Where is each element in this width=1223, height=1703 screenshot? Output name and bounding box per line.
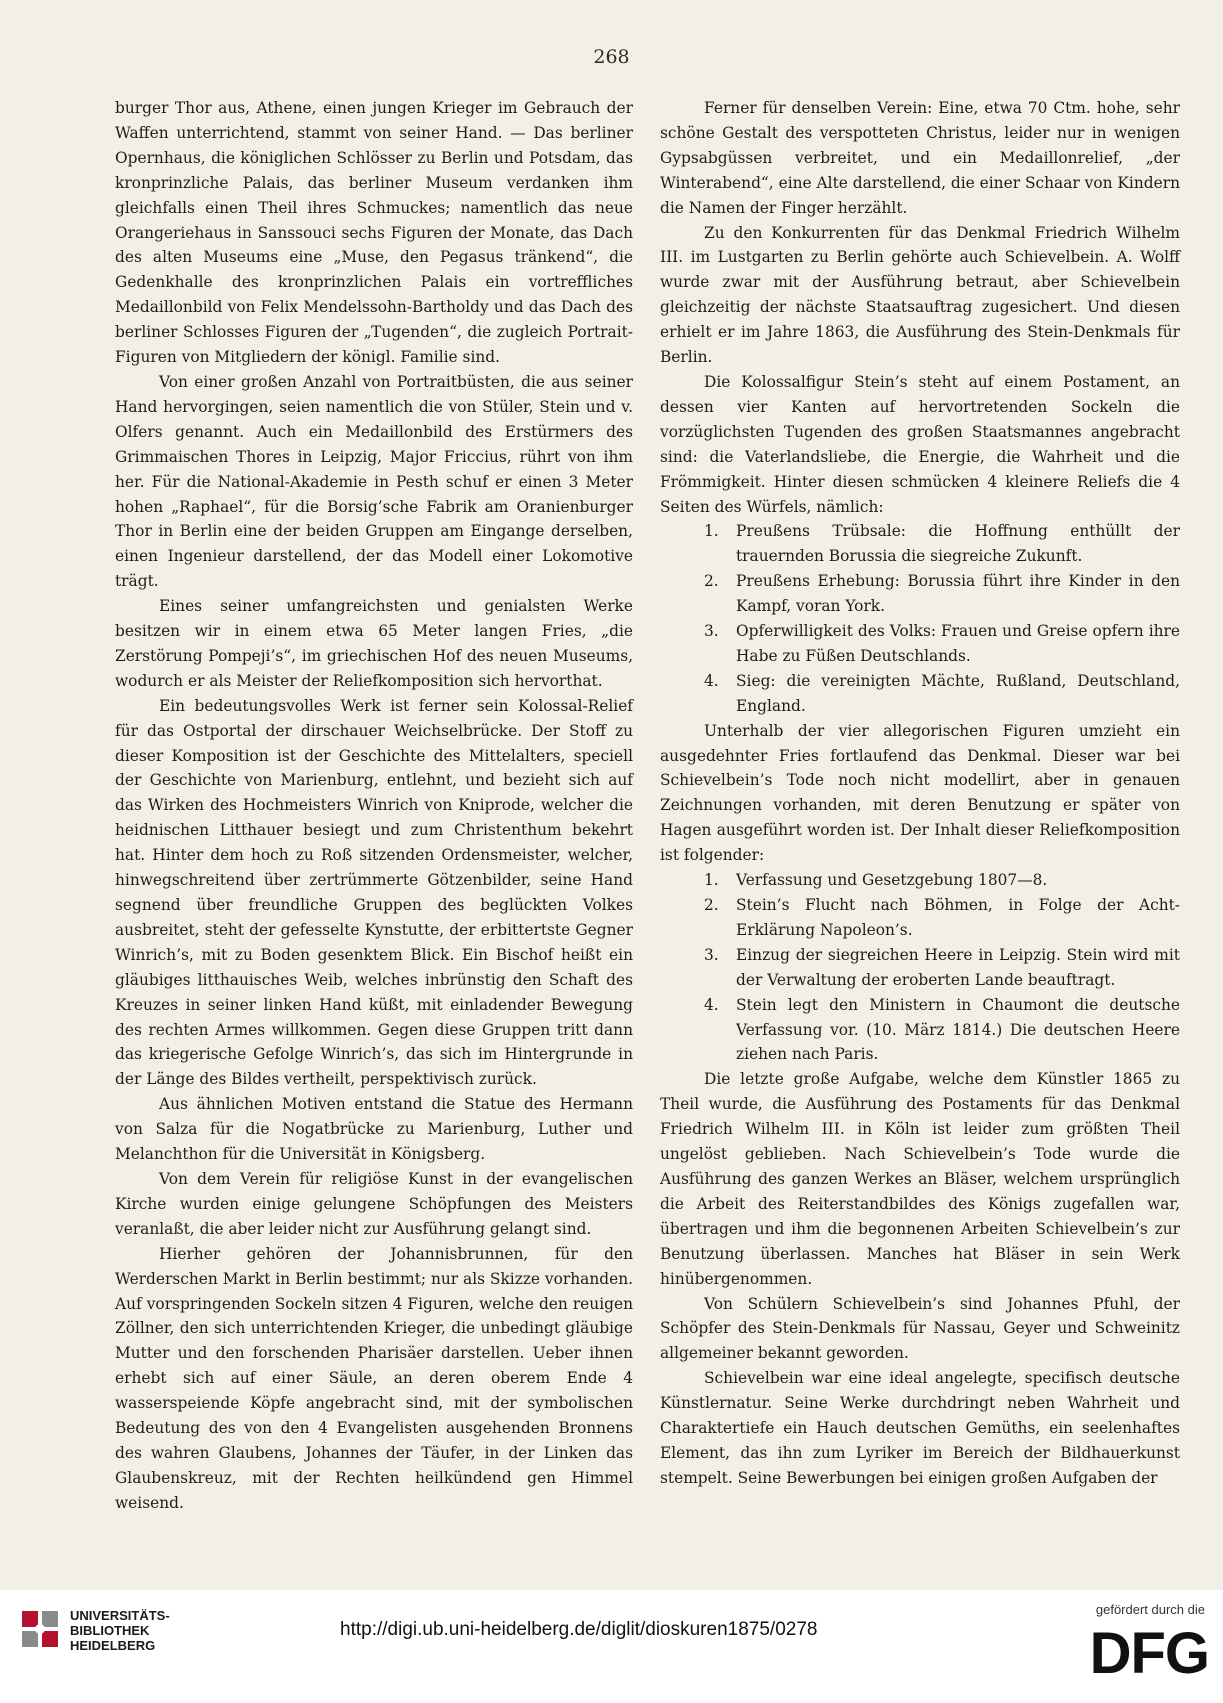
list-item [660,669,1180,719]
relief-list [660,519,1180,718]
viewer-footer [0,1590,1223,1703]
left-column [115,96,633,1516]
heidelberg-university-library-logo-icon [18,1607,62,1651]
paragraph: Unterhalb der vier allegorischen Figuren umzieht ein ausgedehnter Fries fortlaufend das Denkmal. Dieser war bei Schievelbein’s Tode noch nicht modellirt, aber in genauen Zeichnungen vorhanden, mit deren Benutzung er später von Hagen ausgeführt worden ist. Der Inhalt dieser Reliefkomposition ist folgender: [660,721,1180,865]
list-item [660,993,1180,1068]
library-name-line: UNIVERSITÄTS- [70,1608,170,1623]
paragraph: Aus ähnlichen Motiven entstand die Statue des Hermann von Salza für die Nogatbrücke zu Marienburg, Luther und Melanchthon für die Universität in Königsberg. [115,1095,633,1164]
list-number: 4. [704,995,719,1014]
list-number: 1. [704,871,719,890]
library-name [70,1608,170,1653]
list-number: 3. [704,945,719,964]
list-text: Verfassung und Gesetzgebung 1807—8. [736,871,1048,890]
funding-note: gefördert durch die [1095,1602,1205,1617]
library-name-line: BIBLIOTHEK [70,1623,150,1638]
paragraph: Die letzte große Aufgabe, welche dem Künstler 1865 zu Theil wurde, die Ausführung des Postaments für das Denkmal Friedrich Wilhelm III. in Köln ist leider zum größten Theil ungelöst geblieben. Nach Schievelbein’s Tode wurde die Ausführung des ganzen Werkes an Bläser, welchem ursprünglich die Arbeit des Reiterstandbildes des Königs zugefallen war, übertragen und ihm die begonnenen Arbeiten Schievelbein’s zur Benutzung überlassen. Manches hat Bläser in sein Werk hinübergenommen. [660,1070,1180,1288]
paragraph: Ferner für denselben Verein: Eine, etwa 70 Ctm. hohe, sehr schöne Gestalt des verspotteten Christus, leider nur in wenigen Gypsabgüssen verbreitet, und ein Medaillonrelief, „der Winterabend“, eine Alte darstellend, die einer Schaar von Kindern die Namen der Finger herzählt. [660,99,1180,217]
list-item [660,519,1180,569]
list-text: Einzug der siegreichen Heere in Leipzig. Stein wird mit der Verwaltung der eroberten Lande beauftragt. [736,945,1180,989]
paragraph: Von Schülern Schievelbein’s sind Johannes Pfuhl, der Schöpfer des Stein-Denkmals für Nassau, Geyer und Schweinitz allgemeiner bekannt geworden. [660,1294,1180,1363]
paragraph: Die Kolossalfigur Stein’s steht auf einem Postament, an dessen vier Kanten auf hervortretenden Sockeln die vorzüglichsten Tugenden des großen Staatsmannes angebracht sind: die Vaterlandsliebe, die Energie, die Wahrheit und die Frömmigkeit. Hinter diesen schmücken 4 kleinere Reliefs die 4 Seiten des Würfels, nämlich: [660,372,1180,516]
list-number: 1. [704,522,719,541]
paragraph: Hierher gehören der Johannisbrunnen, für den Werderschen Markt in Berlin bestimmt; nur als Skizze vorhanden. Auf vorspringenden Sockeln sitzen 4 Figuren, welche den reuigen Zöllner, den sich unterrichtenden Krieger, die unbedingt gläubige Mutter und den forschenden Pharisäer darstellen. Ueber ihnen erhebt sich auf einer Säule, an deren oberem Ende 4 wasserspeiende Köpfe angebracht sind, mit der symbolischen Bedeutung des von den 4 Evangelisten ausgehenden Bronnens des wahren Glaubens, Johannes der Täufer, in der Linken das Glaubenskreuz, mit der Rechten heilkündend gen Himmel weisend. [115,1244,634,1512]
paragraph: Eines seiner umfangreichsten und genialsten Werke besitzen wir in einem etwa 65 Meter langen Fries, „die Zerstörung Pompeji’s“, im griechischen Hof des neuen Museums, wodurch er als Meister der Reliefkomposition sich hervorthat. [115,597,633,690]
list-text: Opferwilligkeit des Volks: Frauen und Greise opfern ihre Habe zu Füßen Deutschlands. [736,622,1180,665]
list-item [660,943,1180,993]
list-number: 2. [704,896,719,914]
paragraph: Zu den Konkurrenten für das Denkmal Friedrich Wilhelm III. im Lustgarten zu Berlin gehörte auch Schievelbein. A. Wolff wurde zwar mit der Ausführung betraut, aber Schievelbein gleichzeitig der nächste Staatsauftrag zugesichert. Und diesen erhielt er im Jahre 1863, die Ausführung des Stein-Denkmals für Berlin. [660,223,1180,367]
list-text: Stein’s Flucht nach Böhmen, in Folge der Acht-Erklärung Napoleon’s. [736,896,1180,939]
page-number: 268 [593,46,630,68]
library-name-line: HEIDELBERG [70,1638,156,1653]
list-text: Sieg: die vereinigten Mächte, Rußland, Deutschland, England. [736,671,1180,715]
list-item [660,569,1180,619]
list-text: Preußens Erhebung: Borussia führt ihre Kinder in den Kampf, voran York. [736,572,1180,616]
frieze-list [660,868,1180,1067]
paragraph: Ein bedeutungsvolles Werk ist ferner sein Kolossal-Relief für das Ostportal der dirschauer Weichselbrücke. Der Stoff zu dieser Komposition ist der Geschichte des Mittelalters, speciell der Geschichte von Marienburg, entlehnt, und bezieht sich auf das Wirken des Hochmeisters Winrich von Kniprode, welcher die heidnischen Litthauer besiegt und zum Christenthum bekehrt hat. Hinter dem hoch zu Roß sitzenden Ordensmeister, welcher, hinwegschreitend über zertrümmerte Götzenbilder, seine Hand segnend über freundliche Gruppen des beglückten Volkes ausbreitet, steht der gefesselte Kynstutte, der erbittertste Gegner Winrich’s, mit zu Boden gesenktem Blick. Ein Bischof heißt ein gläubiges litthauisches Weib, welches inbrünstig den Schaft des Kreuzes in seiner linken Hand küßt, mit einladender Bewegung des rechten Armes willkommen. Gegen diese Gruppen tritt dann das kriegerische Gefolge Winrich’s, das sich im Hintergrunde in der Länge des Bildes vertheilt, perspektivisch zurück. [115,696,633,1089]
list-item [660,893,1180,943]
list-text: Stein legt den Ministern in Chaumont die deutsche Verfassung vor. (10. März 1814.) Die deutschen Heere ziehen nach Paris. [736,995,1180,1064]
list-number: 2. [704,572,719,591]
dfg-logo-icon: DFG [1089,1621,1209,1686]
paragraph: burger Thor aus, Athene, einen jungen Krieger im Gebrauch der Waffen unterrichtend, stammt von seiner Hand. — Das berliner Opernhaus, die königlichen Schlösser zu Berlin und Potsdam, das kronprinzliche Palais, das berliner Museum verdanken ihm gleichfalls einen Theil ihres Schmuckes; namentlich das neue Orangeriehaus in Sanssouci sechs Figuren der Monate, das Dach des alten Museums eine „Muse, den Pegasus tränkend“, die Gedenkhalle des kronprinzlichen Palais ein vortreffliches Medaillonbild von Felix Mendelssohn-Bartholdy und das Dach des berliner Schlosses Figuren der „Tugenden“, die zugleich Portrait-Figuren von Mitgliedern der königl. Familie sind. [115,99,633,367]
list-item [660,868,1180,893]
list-item [660,619,1180,669]
paragraph: Schievelbein war eine ideal angelegte, specifisch deutsche Künstlernatur. Seine Werke durchdringt neben Wahrheit und Charaktertiefe ein Hauch deutschen Gemüths, ein seelenhaftes Element, das ihn zum Lyriker im Bereich der Bildhauerkunst stempelt. Seine Bewerbungen bei einigen großen Aufgaben der [660,1369,1180,1487]
permalink-url[interactable]: http://digi.ub.uni-heidelberg.de/diglit/dioskuren1875/0278 [340,1619,818,1640]
list-text: Preußens Trübsale: die Hoffnung enthüllt der trauernden Borussia die siegreiche Zukunft. [736,522,1180,566]
paragraph: Von dem Verein für religiöse Kunst in der evangelischen Kirche wurden einige gelungene Schöpfungen des Meisters veranlaßt, die aber leider nicht zur Ausführung gelangt sind. [115,1169,633,1238]
right-column [660,96,1180,1491]
paragraph: Von einer großen Anzahl von Portraitbüsten, die aus seiner Hand hervorgingen, seien namentlich die von Stüler, Stein und v. Olfers genannt. Auch ein Medaillonbild des Erstürmers des Grimmaischen Thores in Leipzig, Major Friccius, rührt von ihm her. Für die National-Akademie in Pesth schuf er einen 3 Meter hohen „Raphael“, für die Borsig’sche Fabrik am Oranienburger Thor in Berlin eine der beiden Gruppen am Eingange derselben, einen Ingenieur darstellend, der das Modell einer Lokomotive trägt. [115,372,633,591]
list-number: 3. [704,622,719,641]
list-number: 4. [704,671,719,690]
